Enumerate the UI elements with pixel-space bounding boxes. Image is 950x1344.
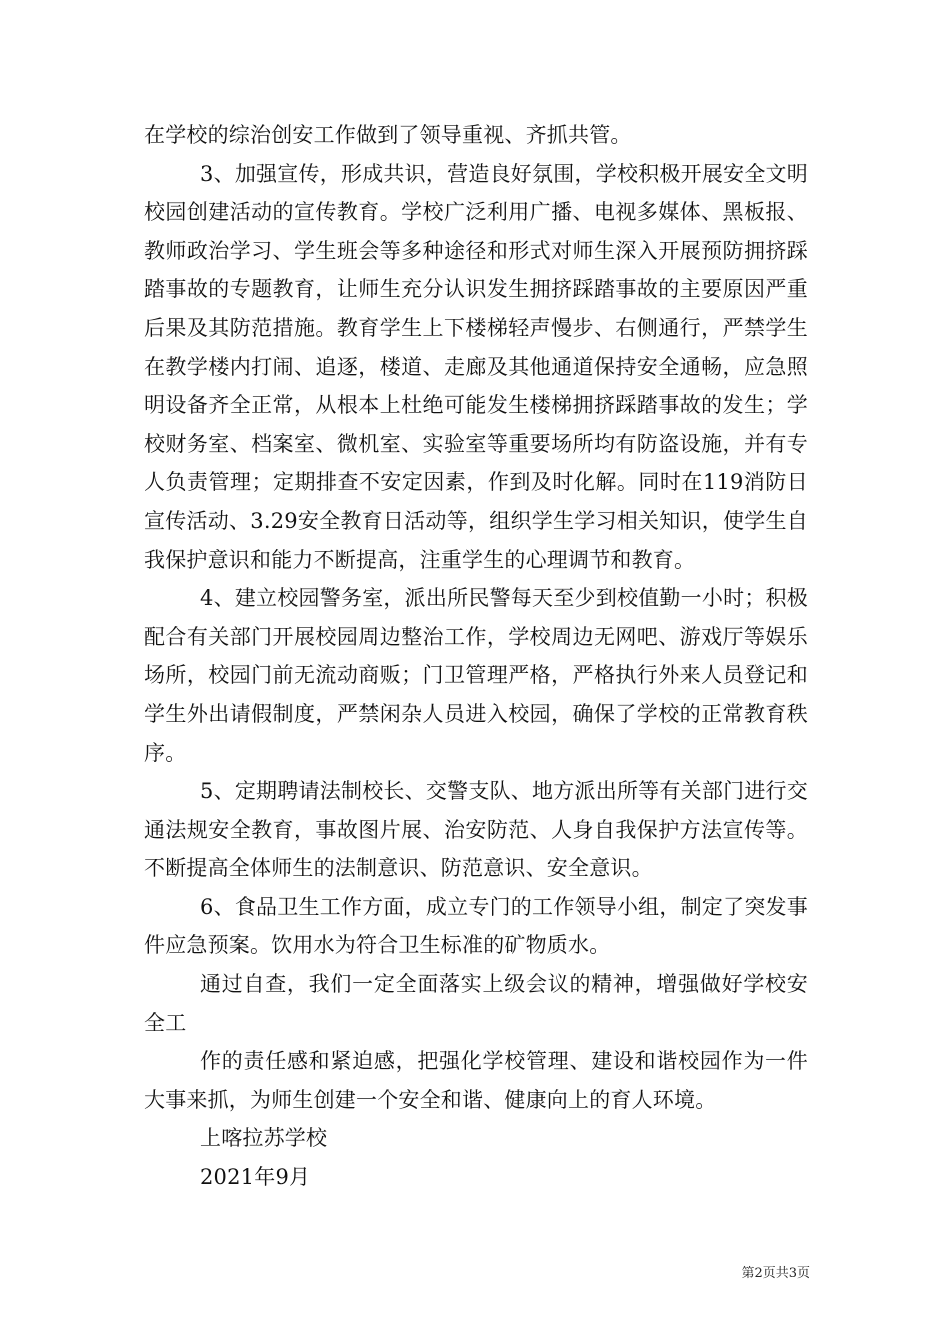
- paragraph-item-6-food-safety: 6、食品卫生工作方面，成立专门的工作领导小组，制定了突发事件应急预案。饮用水为符合卫生标准的矿物质水。: [144, 894, 808, 958]
- paragraph-conclusion: 通过自查，我们一定全面落实上级会议的精神，增强做好学校安全工: [144, 972, 808, 1035]
- paragraph-item-5-legal-education: 5、定期聘请法制校长、交警支队、地方派出所等有关部门进行交通法规安全教育，事故图片展、治安防范、人身自我保护方法宣传等。不断提高全体师生的法制意识、防范意识、安全意识。: [144, 779, 808, 881]
- signature-date: 2021年9月: [200, 1165, 311, 1190]
- paragraph-conclusion-continued: 作的责任感和紧迫感，把强化学校管理、建设和谐校园作为一件大事来抓，为师生创建一个安全和谐、健康向上的育人环境。: [144, 1049, 808, 1112]
- paragraph-item-3-publicity: 3、加强宣传，形成共识，营造良好氛围，学校积极开展安全文明校园创建活动的宣传教育。学校广泛利用广播、电视多媒体、黑板报、教师政治学习、学生班会等多种途径和形式对师生深入开展预防拥挤踩踏事故的专题教育，让师生充分认识发生拥挤踩踏事故的主要原因严重后果及其防范措施。教育学生上下楼梯轻声慢步、右侧通行，严禁学生在教学楼内打闹、追逐，楼道、走廊及其他通道保持安全通畅，应急照明设备齐全正常，从根本上杜绝可能发生楼梯拥挤踩踏事故的发生；学校财务室、档案室、微机室、实验室等重要场所均有防盗设施，并有专人负责管理；定期排查不安定因素，作到及时化解。同时在119消防日宣传活动、3.29安全教育日活动等，组织学生学习相关知识，使学生自我保护意识和能力不断提高，注重学生的心理调节和教育。: [144, 161, 808, 572]
- signature-school-name: 上喀拉苏学校: [200, 1126, 328, 1151]
- paragraph-continuation: 在学校的综治创安工作做到了领导重视、齐抓共管。: [144, 123, 632, 147]
- page-number-footer: 第2页共3页: [741, 1266, 810, 1281]
- document-body: [144, 116, 808, 1197]
- paragraph-item-4-police-office: 4、建立校园警务室，派出所民警每天至少到校值勤一小时；积极配合有关部门开展校园周边整治工作，学校周边无网吧、游戏厅等娱乐场所，校园门前无流动商贩；门卫管理严格，严格执行外来人员登记和学生外出请假制度，严禁闲杂人员进入校园，确保了学校的正常教育秩序。: [144, 586, 808, 765]
